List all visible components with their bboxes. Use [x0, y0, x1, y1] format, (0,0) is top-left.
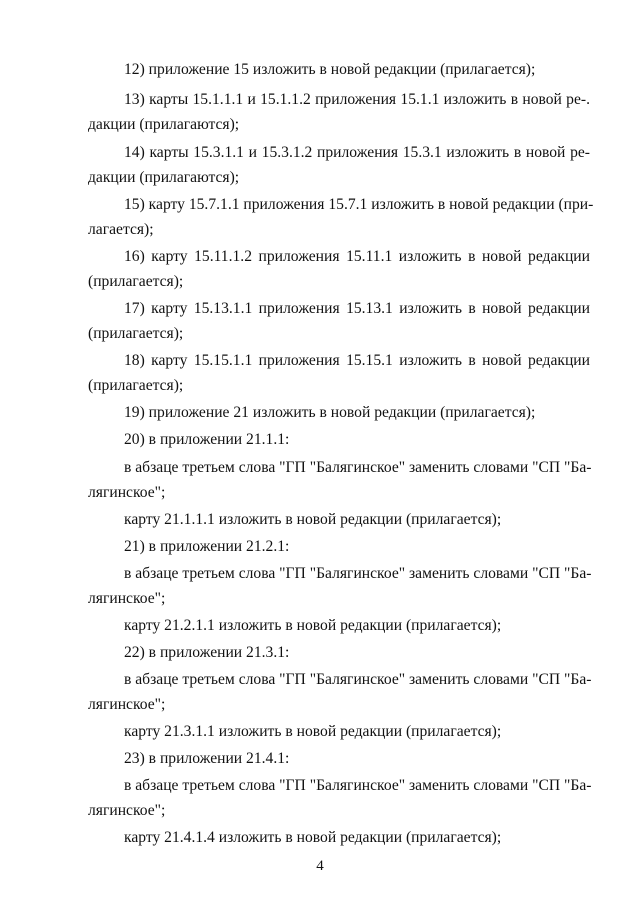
item-21-paragraph: в абзаце третьем слова "ГП "Балягинское" заменить словами "СП "Ба- — [124, 565, 592, 582]
item-17-continuation: (прилагается); — [88, 325, 184, 342]
item-22-map: карту 21.3.1.1 изложить в новой редакции (прилагается); — [124, 723, 502, 740]
item-22-paragraph: в абзаце третьем слова "ГП "Балягинское" заменить словами "СП "Ба- — [124, 671, 592, 688]
item-21-map: карту 21.2.1.1 изложить в новой редакции (прилагается); — [124, 617, 502, 634]
item-12-line: 12) приложение 15 изложить в новой редакции (прилагается); — [124, 61, 536, 78]
item-21-continuation: лягинское"; — [88, 590, 166, 607]
item-15-line: 15) карту 15.7.1.1 приложения 15.7.1 изложить в новой редакции (при- — [124, 196, 594, 213]
item-16-continuation: (прилагается); — [88, 273, 184, 290]
item-21-line: 21) в приложении 21.2.1: — [124, 538, 290, 555]
item-19-line: 19) приложение 21 изложить в новой редакции (прилагается); — [124, 404, 536, 421]
item-22-continuation: лягинское"; — [88, 696, 166, 713]
item-23-paragraph: в абзаце третьем слова "ГП "Балягинское" заменить словами "СП "Ба- — [124, 777, 592, 794]
item-13-line: 13) карты 15.1.1.1 и 15.1.1.2 приложения 15.1.1 изложить в новой ре-. — [124, 91, 590, 108]
item-15-continuation: лагается); — [88, 221, 154, 238]
item-18-continuation: (прилагается); — [88, 377, 184, 394]
item-16-line: 16) карту 15.11.1.2 приложения 15.11.1 изложить в новой редакции — [124, 248, 590, 265]
item-13-continuation: дакции (прилагаются); — [88, 116, 240, 133]
item-18-line: 18) карту 15.15.1.1 приложения 15.15.1 изложить в новой редакции — [124, 352, 590, 369]
item-23-continuation: лягинское"; — [88, 802, 166, 819]
item-20-continuation: лягинское"; — [88, 484, 166, 501]
page-number: 4 — [316, 858, 324, 874]
item-14-line: 14) карты 15.3.1.1 и 15.3.1.2 приложения 15.3.1 изложить в новой ре- — [124, 144, 590, 161]
item-22-line: 22) в приложении 21.3.1: — [124, 644, 290, 661]
item-20-paragraph: в абзаце третьем слова "ГП "Балягинское" заменить словами "СП "Ба- — [124, 459, 592, 476]
item-17-line: 17) карту 15.13.1.1 приложения 15.13.1 изложить в новой редакции — [124, 300, 590, 317]
item-23-line: 23) в приложении 21.4.1: — [124, 750, 290, 767]
item-14-continuation: дакции (прилагаются); — [88, 169, 240, 186]
item-23-map: карту 21.4.1.4 изложить в новой редакции (прилагается); — [124, 829, 502, 846]
item-20-line: 20) в приложении 21.1.1: — [124, 431, 290, 448]
item-20-map: карту 21.1.1.1 изложить в новой редакции (прилагается); — [124, 511, 502, 528]
